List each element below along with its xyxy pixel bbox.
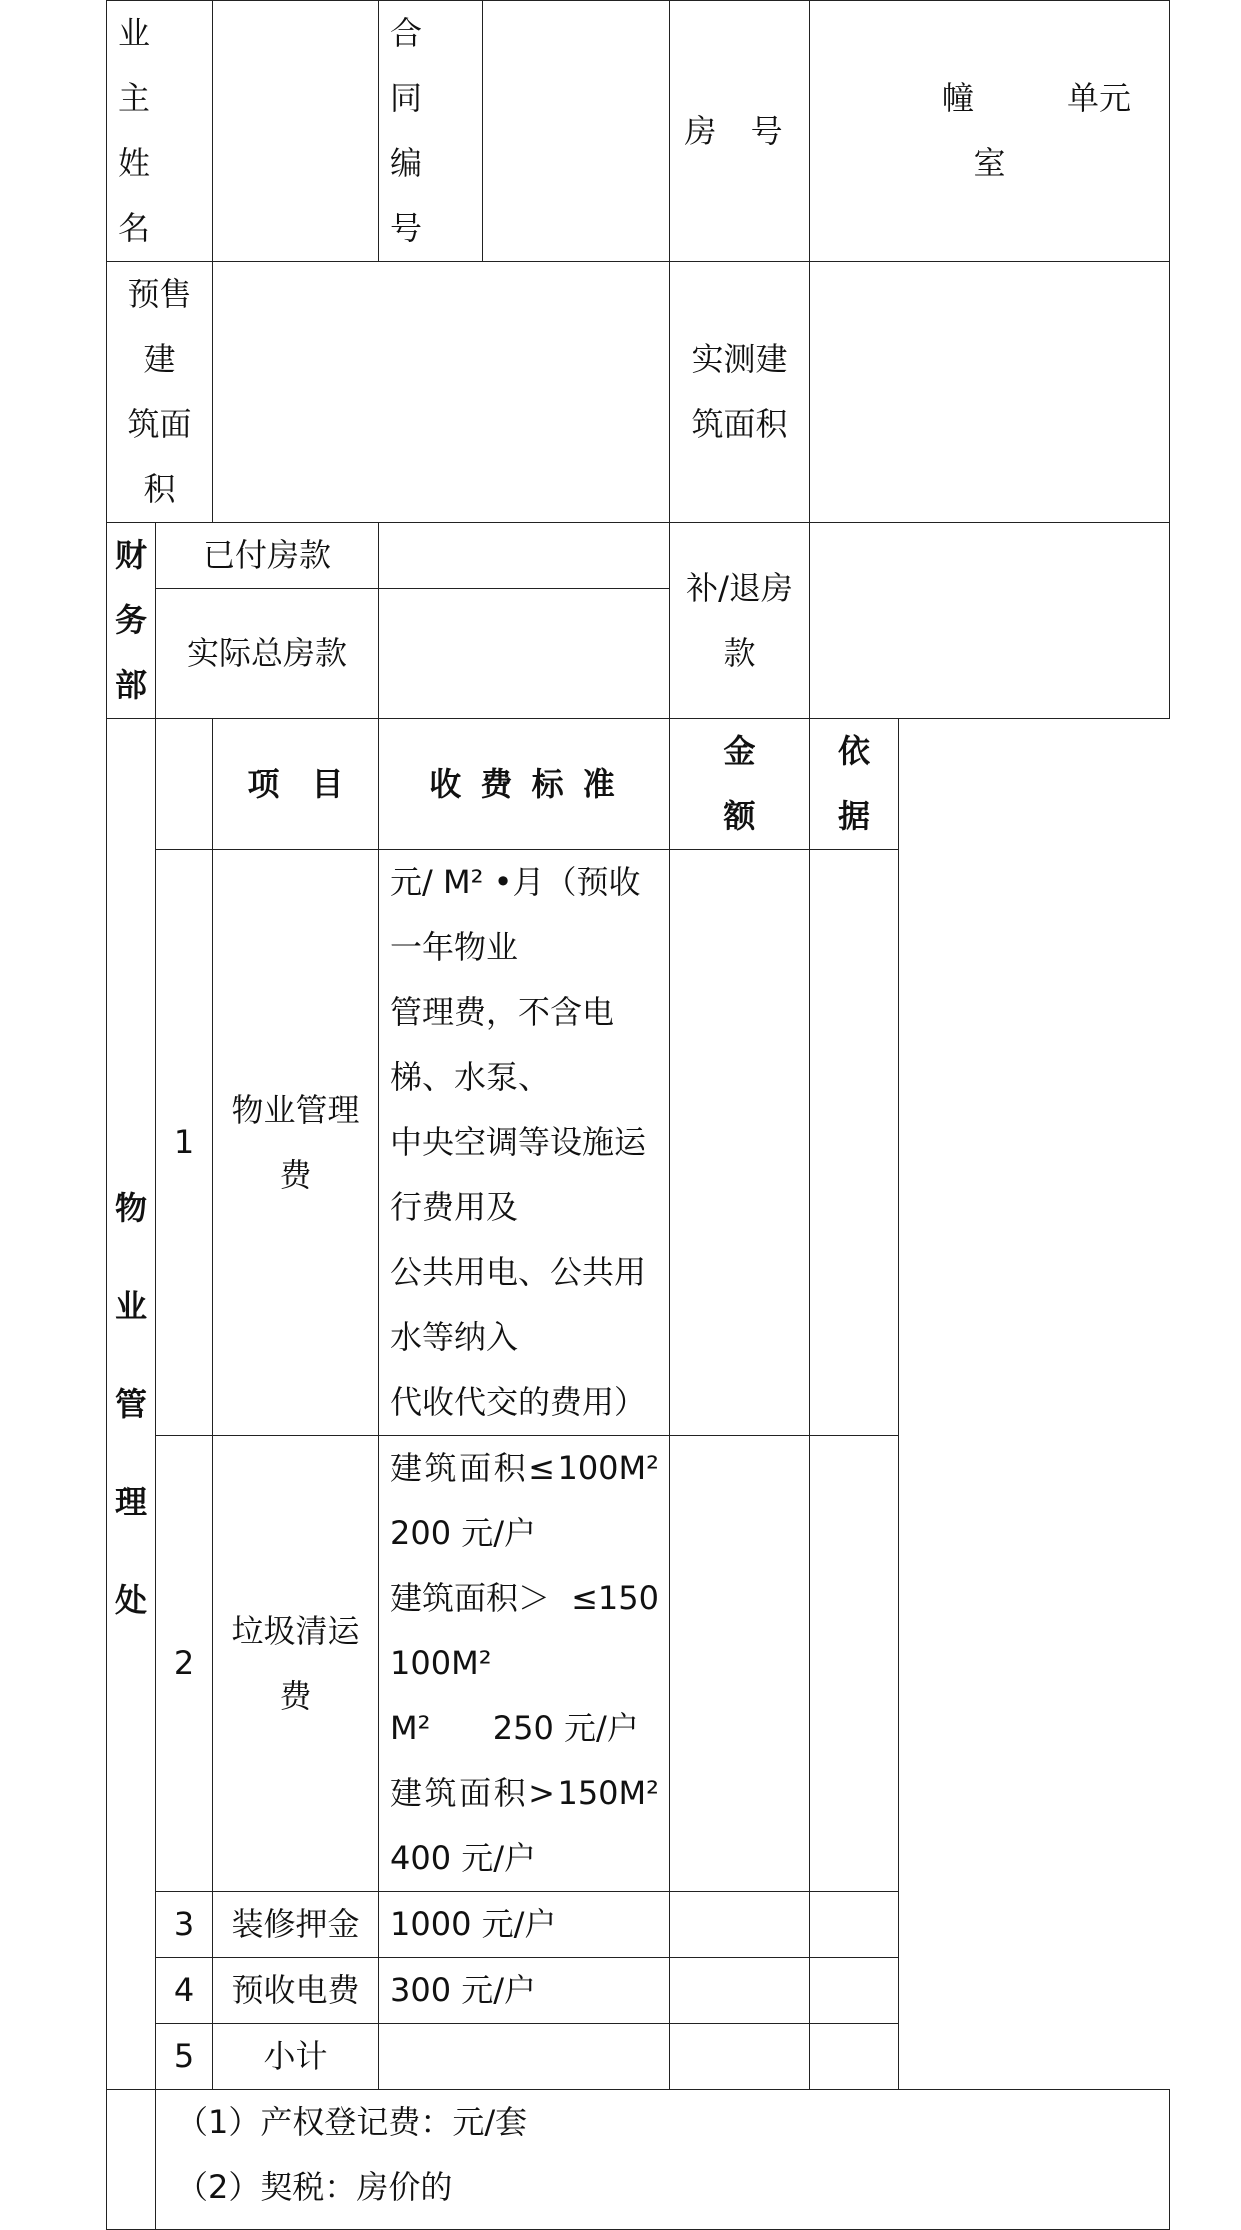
contract-no-label: 合 同 编 号 — [379, 1, 483, 262]
paid-amount-value[interactable] — [379, 523, 670, 589]
presale-area-value[interactable] — [213, 262, 670, 523]
item-4-amount[interactable] — [670, 1958, 810, 2024]
item-2-no: 2 — [156, 1436, 213, 1892]
refund-label: 补/退房 款 — [670, 523, 810, 719]
presale-area-label: 预售 建 筑面 积 — [107, 262, 213, 523]
total-price-label: 实际总房款 — [156, 589, 379, 719]
owner-name-value[interactable] — [213, 1, 379, 262]
total-price-value[interactable] — [379, 589, 670, 719]
item-3-no: 3 — [156, 1892, 213, 1958]
col-amount-header: 金 额 — [670, 719, 810, 850]
property-dept-label: 物 业 管 理 处 — [107, 719, 156, 2090]
handover-fee-form — [106, 0, 1170, 2230]
room-no-value[interactable] — [810, 1, 1170, 262]
item-5-standard[interactable] — [379, 2024, 670, 2090]
col-basis-header: 依 据 — [810, 719, 899, 850]
item-5-name: 小计 — [213, 2024, 379, 2090]
fees-dept-label — [107, 2090, 156, 2230]
col-no-header — [156, 719, 213, 850]
room-room: 室 — [973, 144, 1006, 182]
item-1-name: 物业管理 费 — [213, 850, 379, 1436]
item-3-name: 装修押金 — [213, 1892, 379, 1958]
fees-list — [156, 2090, 1170, 2230]
refund-value[interactable] — [810, 523, 1170, 719]
owner-name-label: 业 主 姓 名 — [107, 1, 213, 262]
item-4-no: 4 — [156, 1958, 213, 2024]
fee-line-1: （1）产权登记费：元/套 — [176, 2103, 528, 2141]
col-item-header: 项 目 — [213, 719, 379, 850]
item-1-amount[interactable] — [670, 850, 810, 1436]
item-1-standard: 元/ M² •月（预收一年物业 管理费，不含电梯、水泵、 中央空调等设施运行费用及 公共用电、公共用水等纳入 代收代交的费用） — [379, 850, 670, 1436]
item-3-standard: 1000 元/户 — [379, 1892, 670, 1958]
room-building: 幢 — [942, 79, 975, 117]
item-5-no: 5 — [156, 2024, 213, 2090]
item-5-amount[interactable] — [670, 2024, 810, 2090]
item-2-name: 垃圾清运 费 — [213, 1436, 379, 1892]
item-2-amount[interactable] — [670, 1436, 810, 1892]
item-5-basis[interactable] — [810, 2024, 899, 2090]
item-3-basis[interactable] — [810, 1892, 899, 1958]
col-standard-header: 收 费 标 准 — [379, 719, 670, 850]
item-4-basis[interactable] — [810, 1958, 899, 2024]
item-1-no: 1 — [156, 850, 213, 1436]
item-2-basis[interactable] — [810, 1436, 899, 1892]
measured-area-value[interactable] — [810, 262, 1170, 523]
room-no-label: 房 号 — [670, 1, 810, 262]
item-2-standard: 建 筑 面 积 ≤ 100M² 200 元/户 建筑面积＞100M² ≤150 M² 250 元/户 建 筑 面 积 > 150M² 400 元/户 — [379, 1436, 670, 1892]
contract-no-value[interactable] — [483, 1, 670, 262]
item-1-basis[interactable] — [810, 850, 899, 1436]
item-4-standard: 300 元/户 — [379, 1958, 670, 2024]
measured-area-label: 实测建 筑面积 — [670, 262, 810, 523]
room-unit: 单元 — [1066, 79, 1131, 117]
finance-dept-label: 财 务 部 — [107, 523, 156, 719]
paid-amount-label: 已付房款 — [156, 523, 379, 589]
fee-line-2: （2）契税：房价的 — [176, 2168, 453, 2206]
item-4-name: 预收电费 — [213, 1958, 379, 2024]
item-3-amount[interactable] — [670, 1892, 810, 1958]
